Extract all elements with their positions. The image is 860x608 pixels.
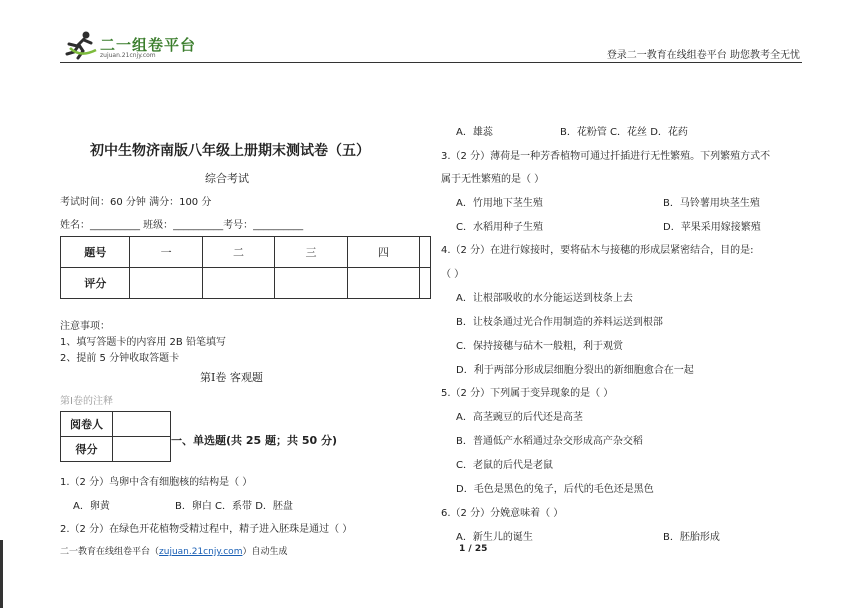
page-number: 1 / 25 [459,544,488,554]
logo-url: zujuan.21cnjy.com [100,52,156,59]
footer-link[interactable]: zujuan.21cnjy.com [159,547,243,557]
q6-option-b: B．胚胎形成 [663,532,720,543]
volume-title: 第Ⅰ卷 客观题 [200,371,263,384]
score-cell [420,237,431,268]
note-1: 1、填写答题卡的内容用 2B 铅笔填写 [60,337,226,348]
q5-option-c: C．老鼠的后代是老鼠 [456,460,553,471]
score-table-row [61,268,431,299]
grader-table [60,411,171,462]
section-title: 一、单选题(共 25 题；共 50 分) [171,434,337,447]
q4-option-d: D．利于两部分形成层细胞分裂出的新细胞愈合在一起 [456,365,694,376]
footer-prefix: 二一教育在线组卷平台（ [60,547,160,557]
left-edge-bar [0,540,3,608]
score-cell: 四 [347,237,419,268]
grader-cell[interactable] [113,437,171,462]
q5-option-b: B．普通低产水稻通过杂交形成高产杂交稻 [456,436,643,447]
score-label: 得分 [61,437,113,462]
q4-option-b: B．让枝条通过光合作用制造的养料运送到根部 [456,317,663,328]
grader-label: 阅卷人 [61,412,113,437]
grader-cell[interactable] [113,412,171,437]
question-6: 6.（2 分）分娩意味着（ ） [441,508,564,519]
question-4-cont: （ ） [441,269,465,280]
score-cell: 二 [202,237,274,268]
q4-option-a: A．让根部吸收的水分能运送到枝条上去 [456,293,633,304]
runner-logo-icon [64,30,98,60]
footer-source [60,544,287,557]
name-class-id-line: 姓名：__________ 班级：__________考号：__________ [60,220,304,231]
score-cell[interactable] [347,268,419,299]
q2-options-bcd: B．花粉管 C．花丝 D．花药 [560,127,688,138]
header-divider [60,62,802,63]
grader-row [61,437,171,462]
question-2: 2.（2 分）在绿色开花植物受精过程中，精子进入胚珠是通过（ ） [60,524,353,535]
exam-subtitle: 综合考试 [205,172,249,185]
score-cell[interactable] [275,268,347,299]
question-5: 5.（2 分）下列属于变异现象的是（ ） [441,388,614,399]
q2-option-a: A．雄蕊 [456,127,493,138]
score-table [60,236,431,299]
score-cell: 题号 [61,237,130,268]
score-cell: 评分 [61,268,130,299]
q4-option-c: C．保持接穗与砧木一般粗，利于观赏 [456,341,623,352]
q3-option-a: A．竹用地下茎生殖 [456,198,543,209]
q1-options-bcd: B．卵白 C．系带 D．胚盘 [175,501,293,512]
question-3-cont: 属于无性繁殖的是（ ） [441,174,545,185]
logo-text: 二一组卷平台 [100,36,197,54]
score-cell[interactable] [130,268,202,299]
question-4: 4.（2 分）在进行嫁接时，要将砧木与接穗的形成层紧密结合，目的是: [441,245,754,256]
question-3: 3.（2 分）薄荷是一种芳香植物可通过扦插进行无性繁殖。下列繁殖方式不 [441,151,771,162]
footer-suffix: ）自动生成 [242,547,288,557]
note-2: 2、提前 5 分钟收取答题卡 [60,353,180,364]
score-table-row [61,237,431,268]
score-cell[interactable] [202,268,274,299]
grader-row [61,412,171,437]
header-slogan[interactable]: 登录二一教育在线组卷平台 助您教考全无忧 [606,50,800,61]
q3-option-c: C．水稻用种子生殖 [456,222,543,233]
q3-option-d: D．苹果采用嫁接繁殖 [663,222,761,233]
exam-title: 初中生物济南版八年级上册期末测试卷（五） [90,143,370,159]
q6-option-a: A．新生儿的诞生 [456,532,533,543]
score-cell: 三 [275,237,347,268]
q5-option-d: D．毛色是黑色的兔子，后代的毛色还是黑色 [456,484,654,495]
question-1: 1.（2 分）鸟卵中含有细胞核的结构是（ ） [60,477,253,488]
q1-option-a: A．卵黄 [73,501,110,512]
score-cell: 一 [130,237,202,268]
q3-option-b: B．马铃薯用块茎生殖 [663,198,760,209]
score-cell[interactable] [420,268,431,299]
volume-note: 第Ⅰ卷的注释 [60,396,113,407]
exam-info: 考试时间：60 分钟 满分：100 分 [60,197,212,208]
notes-title: 注意事项： [60,321,110,332]
q5-option-a: A．高茎豌豆的后代还是高茎 [456,412,583,423]
